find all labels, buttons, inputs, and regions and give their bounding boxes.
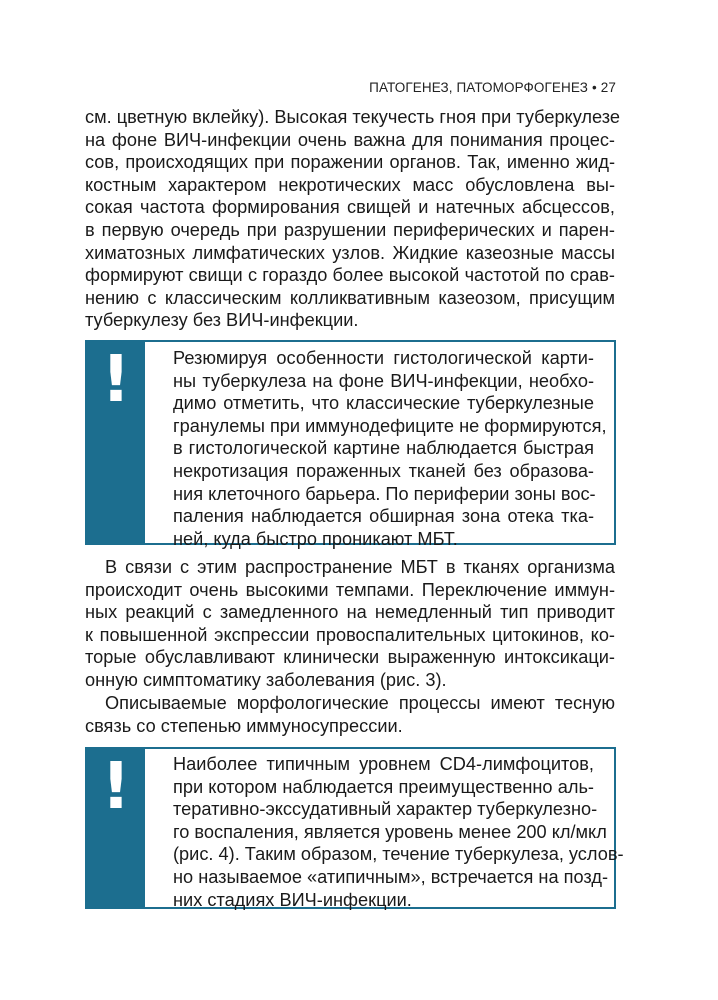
- paragraph-line: костным характером некротических масс обусловлена вы-: [85, 174, 615, 195]
- paragraph-2: [85, 556, 615, 692]
- callout-line: Резюмируя особенности гистологической карти-: [173, 348, 594, 368]
- callout-line: но называемое «атипичным», встречается на позд-: [173, 866, 609, 887]
- callout-line: димо отметить, что классические туберкулезные: [173, 393, 594, 414]
- paragraph-line: к повышенной экспрессии провоспалительных цитокинов, ко-: [85, 624, 615, 645]
- paragraph-line: нению с классическим колликвативным казеозом, присущим: [85, 287, 615, 308]
- paragraph-line: торые обуславливают клинически выраженную интоксикаци-: [85, 647, 615, 668]
- callout-line: ны туберкулеза на фоне ВИЧ-инфекции, необхо-: [173, 370, 594, 391]
- running-header: [369, 80, 616, 95]
- paragraph-1: [85, 106, 620, 332]
- callout-line: них стадиях ВИЧ-инфекции.: [173, 889, 412, 910]
- callout-line: некротизация пораженных тканей без образова-: [173, 460, 594, 481]
- header-separator: •: [591, 80, 597, 95]
- callout-line: паления наблюдается обширная зона отека тка-: [173, 506, 594, 527]
- callout-text-2: [173, 753, 624, 911]
- paragraph-line: сокая частота формирования свищей и натечных абсцессов,: [85, 197, 615, 218]
- paragraph-line: ных реакций с замедленного на немедленный тип приводит: [85, 602, 615, 623]
- paragraph-line: сов, происходящих при поражении органов. Так, именно жид-: [85, 152, 615, 173]
- callout-line: го воспаления, является уровень менее 200 кл/мкл: [173, 821, 607, 842]
- paragraph-line: формируют свищи с гораздо более высокой частотой по срав-: [85, 265, 615, 286]
- callout-line: ния клеточного барьера. По периферии зоны вос-: [173, 483, 596, 504]
- paragraph-line: на фоне ВИЧ-инфекции очень важна для понимания процес-: [85, 129, 615, 150]
- page-number: 27: [600, 80, 616, 95]
- paragraph-line: химатозных лимфатических узлов. Жидкие казеозные массы: [85, 242, 615, 263]
- paragraph-line: онную симптоматику заболевания (рис. 3).: [85, 669, 447, 690]
- callout-line: в гистологической картине наблюдается быстрая: [173, 438, 594, 459]
- paragraph-line: см. цветную вклейку). Высокая текучесть гноя при туберкулезе: [85, 107, 620, 127]
- exclamation-icon: !: [101, 343, 131, 417]
- header-section-title: ПАТОГЕНЕЗ, ПАТОМОРФОГЕНЕЗ: [369, 80, 588, 95]
- exclamation-icon: !: [101, 750, 131, 824]
- callout-line: Наиболее типичным уровнем CD4-лимфоцитов,: [173, 754, 594, 774]
- callout-line: ней, куда быстро проникают МБТ.: [173, 528, 458, 549]
- callout-box-1: [85, 340, 616, 549]
- paragraph-line: происходит очень высокими темпами. Переключение иммун-: [85, 579, 615, 600]
- callout-box-2: [85, 747, 624, 910]
- callout-line: теративно-экссудативный характер туберкулезно-: [173, 799, 598, 820]
- callout-line: при котором наблюдается преимущественно аль-: [173, 776, 594, 797]
- callout-line: гранулемы при иммунодефиците не формируются,: [173, 415, 607, 436]
- paragraph-line: связь со степенью иммуносупрессии.: [85, 715, 403, 736]
- paragraph-line: туберкулезу без ВИЧ-инфекции.: [85, 310, 359, 331]
- callout-text-1: [173, 347, 607, 550]
- paragraph-line: Описываемые морфологические процессы имеют тесную: [105, 693, 615, 713]
- paragraph-3: [85, 692, 615, 737]
- paragraph-line: в первую очередь при разрушении периферических и парен-: [85, 219, 615, 240]
- paragraph-line: В связи с этим распространение МБТ в тканях организма: [105, 557, 615, 577]
- callout-line: (рис. 4). Таким образом, течение туберкулеза, услов-: [173, 844, 624, 865]
